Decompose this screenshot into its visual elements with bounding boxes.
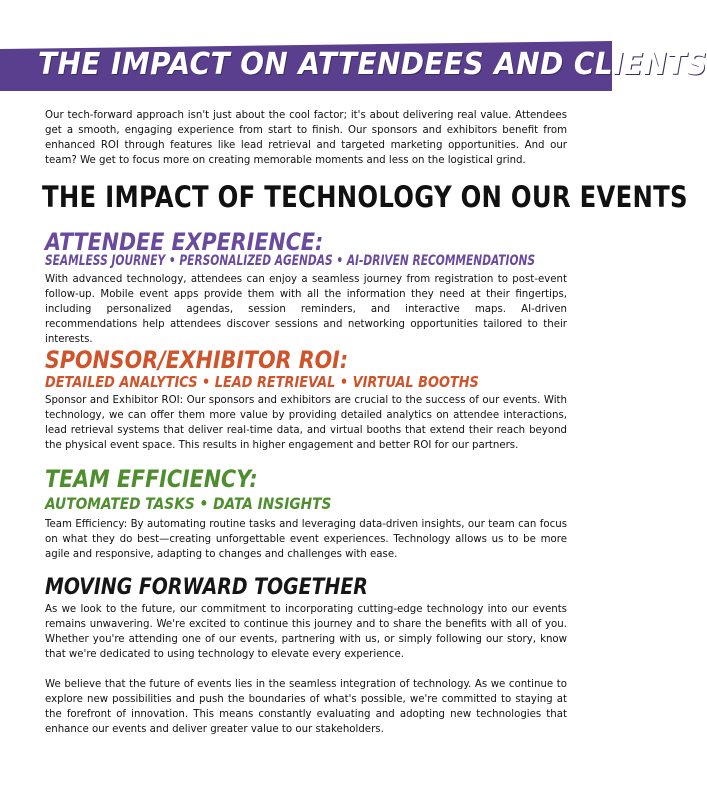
banner-title: THE IMPACT ON ATTENDEES AND CLIENTS <box>38 47 707 82</box>
moving-forward-body-2: We believe that the future of events lies in the seamless integration of technology. As we continue to explore new possibilities and push the boundaries of what's possible, we're committed to staying at the forefront of innovation. This means constantly evaluating and adopting new technologies that enhance our events and deliver greater value to our stakeholders. <box>45 679 567 735</box>
moving-forward-title: MOVING FORWARD TOGETHER <box>45 575 368 600</box>
main-heading: THE IMPACT OF TECHNOLOGY ON OUR EVENTS <box>42 180 688 214</box>
intro-paragraph: Our tech-forward approach isn't just about the cool factor; it's about delivering real value. Attendees get a smooth, engaging experience from start to finish. Our sponsors and exhibitors benefit from enhanced ROI through features like lead retrieval and targeted marketing opportunities. And our team? We get to focus more on creating memorable moments and less on the logistical grind. <box>45 110 567 166</box>
attendee-experience-body: With advanced technology, attendees can enjoy a seamless journey from registration to post-event follow-up. Mobile event apps provide them with all the information they need at their fingertips, including personalized agendas, session reminders, and interactive maps. AI-driven recommendations help attendees discover sessions and networking opportunities tailored to their interests. <box>45 274 567 345</box>
moving-forward-body: As we look to the future, our commitment to incorporating cutting-edge technology into our events remains unwavering. We're excited to continue this journey and to share the benefits with all of you. Whether you're attending one of our events, partnering with us, or simply following our story, know that we're dedicated to using technology to elevate every experience. <box>45 604 567 660</box>
sponsor-roi-subtitle: DETAILED ANALYTICS • LEAD RETRIEVAL • VIRTUAL BOOTHS <box>45 373 479 391</box>
attendee-experience-title: ATTENDEE EXPERIENCE: <box>45 228 324 256</box>
sponsor-roi-title: SPONSOR/EXHIBITOR ROI: <box>45 346 349 374</box>
sponsor-roi-body: Sponsor and Exhibitor ROI: Our sponsors and exhibitors are crucial to the success of our events. With technology, we can offer them more value by providing detailed analytics on attendee interactions, lead retrieval systems that deliver real-time data, and virtual booths that extend their reach beyond the physical event space. This results in higher engagement and better ROI for our partners. <box>45 395 567 451</box>
header-banner <box>0 41 707 91</box>
team-efficiency-body: Team Efficiency: By automating routine tasks and leveraging data-driven insights, our team can focus on what they do best—creating unforgettable event experiences. Technology allows us to be more agile and responsive, adapting to changes and challenges with ease. <box>45 519 567 560</box>
team-efficiency-subtitle: AUTOMATED TASKS • DATA INSIGHTS <box>45 494 332 513</box>
team-efficiency-title: TEAM EFFICIENCY: <box>45 465 258 493</box>
attendee-experience-subtitle: SEAMLESS JOURNEY • PERSONALIZED AGENDAS • AI-DRIVEN RECOMMENDATIONS <box>45 253 536 269</box>
